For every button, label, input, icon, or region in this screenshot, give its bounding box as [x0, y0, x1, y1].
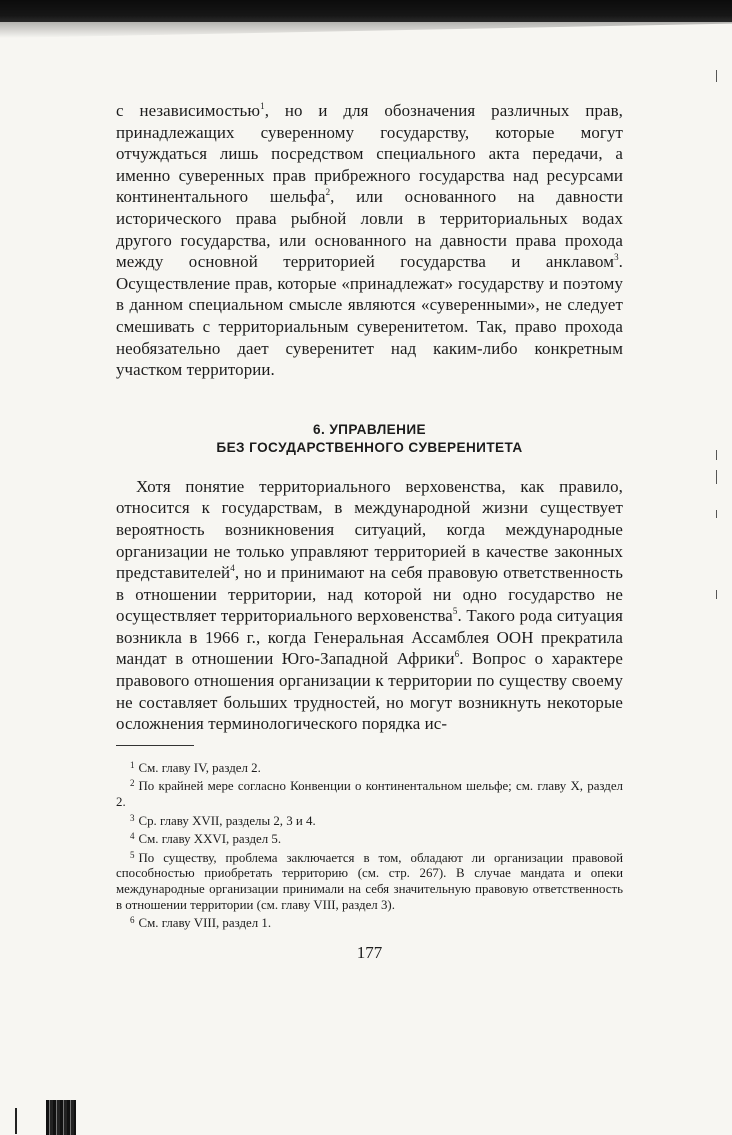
footnote-reference: 2: [325, 187, 331, 198]
footnote-text: См. главу IV, раздел 2.: [138, 760, 261, 775]
scan-right-edge-marks: [712, 70, 724, 770]
scan-bottom-blot: [46, 1100, 76, 1135]
footnote-mark: 1: [130, 759, 135, 770]
footnote-reference: 6: [454, 649, 460, 660]
text-run: , но и принимают на себя правовую ответственность в отношении территории, над которой ни одно государство не осуществляет территориального верховенства: [116, 563, 623, 626]
scan-page-curl-shadow: [0, 20, 732, 38]
footnote-text: По существу, проблема заключается в том, обладают ли организации правовой способностью приобретать территорию (см. стр. 267). В случае мандата и опеки международные организации принимали на себя значительную правовую ответственность в отношении территории (см. главу VIII, раздел 3).: [116, 850, 623, 912]
footnote-reference: 5: [452, 606, 458, 617]
section-heading: [116, 421, 623, 457]
text-run: . Такого рода ситуация возникла в 1966 г., когда Генеральная Ассамблея ООН прекратила мандат в отношении Юго-Западной Африки: [116, 606, 623, 669]
paragraph-1: [116, 100, 623, 381]
text-run: , или основанного на давности исторического права рыбной ловли в территориальных водах другого государства, или основанного на давности права прохода между основной территорией государства и анклавом: [116, 187, 623, 272]
footnote-mark: 2: [130, 778, 135, 789]
footnotes: [116, 758, 623, 932]
paragraph-2: [116, 476, 623, 735]
scan-bottom-mark: [15, 1108, 17, 1134]
text-run: . Вопрос о характере правового отношения организации к территории по существу своему не составляет больших трудностей, но могут возникнуть некоторые осложнения терминологического порядка ис-: [116, 649, 623, 734]
text-run: , но и для обозначения различных прав, принадлежащих суверенному государству, которые могут отчуждаться лишь посредством специального акта передачи, а именно суверенных прав прибрежного государства над ресурсами континентального шельфа: [116, 101, 623, 207]
page-body: [116, 100, 623, 963]
footnote-text: См. главу XXVI, раздел 5.: [138, 832, 282, 847]
section-heading-line-2: БЕЗ ГОСУДАРСТВЕННОГО СУВЕРЕНИТЕТА: [216, 439, 523, 455]
footnote-mark: 3: [130, 812, 135, 823]
text-run: Хотя понятие территориального верховенства, как правило, относится к государствам, в международной жизни существует вероятность возникновения ситуаций, когда международные организации не только управляют территорией в качестве законных представителей: [116, 476, 623, 583]
footnote: [116, 848, 623, 913]
scan-top-edge: [0, 0, 732, 22]
text-run: с независимостью: [116, 101, 261, 120]
footnote: [116, 829, 623, 848]
footnote: [116, 758, 623, 777]
footnote-reference: 1: [260, 101, 265, 111]
footnote-mark: 6: [130, 915, 135, 926]
footnote-reference: 3: [614, 252, 619, 263]
footnote-text: Ср. главу XVII, разделы 2, 3 и 4.: [138, 813, 316, 828]
section-heading-line-1: 6. УПРАВЛЕНИЕ: [313, 421, 426, 437]
footnote-mark: 4: [130, 831, 135, 842]
footnote-reference: 4: [230, 563, 235, 574]
page-number: 177: [356, 942, 383, 962]
footnote-text: См. главу VIII, раздел 1.: [138, 916, 272, 931]
footnote-separator: [116, 745, 194, 746]
footnote: [116, 913, 623, 932]
text-run: . Осуществление прав, которые «принадлежат» государству и поэтому в данном специальном смысле являются «суверенными», не следует смешивать с территориальным суверенитетом. Так, право прохода необязательно дает суверенитет над каким-либо конкретным участком территории.: [116, 252, 623, 380]
footnote-text: По крайней мере согласно Конвенции о континентальном шельфе; см. главу X, раздел 2.: [116, 779, 623, 810]
footnote: [116, 811, 623, 830]
footnote-mark: 5: [130, 849, 135, 860]
footnote: [116, 776, 623, 810]
